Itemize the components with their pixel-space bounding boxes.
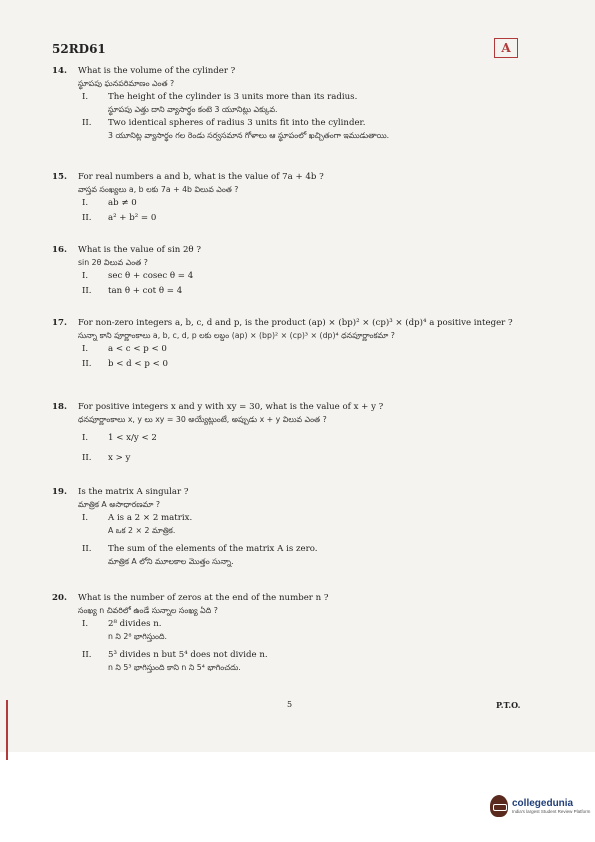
- question-text: What is the volume of the cylinder ?: [78, 66, 236, 76]
- statement-2: Two identical spheres of radius 3 units fit into the cylinder.: [108, 118, 366, 128]
- question-17: [52, 318, 532, 370]
- question-text: For positive integers x and y with xy = 30, what is the value of x + y ?: [78, 402, 384, 412]
- question-text-telugu: ధనపూర్ణాంకాలు x, y లు xy = 30 అయ్యేట్లుంటే, అప్పుడు x + y విలువ ఎంత ?: [78, 414, 327, 424]
- logo-tagline: India's largest Student Review Platform: [512, 809, 591, 814]
- question-text-telugu: సున్నా కాని పూర్ణాంకాలు a, b, c, d, p లకు లబ్దం (ap) × (bp)² × (cp)³ × (dp)⁴ ధనపూర్ణాంకమా ?: [78, 330, 395, 340]
- collegedunia-logo: [490, 795, 590, 817]
- question-text: What is the number of zeros at the end of the number n ?: [78, 593, 329, 603]
- statement-1: sec θ + cosec θ = 4: [108, 271, 194, 281]
- statement-number: I.: [82, 271, 89, 281]
- student-avatar-icon: [490, 795, 508, 817]
- question-number: 19.: [52, 487, 67, 497]
- statement-1-telugu: A ఒక 2 × 2 మాత్రిక.: [108, 525, 176, 535]
- statement-number: I.: [82, 513, 89, 523]
- statement-1-telugu: n ని 2⁸ భాగిస్తుంది.: [108, 631, 167, 641]
- question-text: For non-zero integers a, b, c, d and p, is the product (ap) × (bp)² × (cp)³ × (dp)⁴ a positive integer ?: [78, 318, 513, 328]
- question-18: [52, 402, 532, 464]
- statement-number: I.: [82, 344, 89, 354]
- logo-name: collegedunia: [512, 798, 574, 809]
- statement-2: a² + b² = 0: [108, 212, 157, 223]
- statement-2-telugu: n ని 5³ భాగిస్తుంది కాని n ని 5⁴ భాగించదు.: [108, 662, 241, 672]
- statement-1: A is a 2 × 2 matrix.: [108, 513, 193, 523]
- question-text: For real numbers a and b, what is the value of 7a + 4b ?: [78, 172, 324, 182]
- question-text: What is the value of sin 2θ ?: [78, 245, 201, 255]
- question-number: 15.: [52, 172, 67, 182]
- statement-1: The height of the cylinder is 3 units more than its radius.: [108, 92, 358, 102]
- question-19: [52, 487, 532, 567]
- statement-number: II.: [82, 212, 92, 223]
- statement-2: b < d < p < 0: [108, 358, 168, 369]
- question-text: Is the matrix A singular ?: [78, 487, 189, 497]
- statement-number: II.: [82, 650, 92, 660]
- statement-1: 1 < x/y < 2: [108, 433, 157, 443]
- question-16: [52, 245, 532, 297]
- question-20: [52, 593, 532, 673]
- statement-number: II.: [82, 285, 92, 296]
- paper-code: 52RD61: [52, 42, 106, 56]
- question-number: 16.: [52, 245, 67, 255]
- question-number: 17.: [52, 318, 67, 328]
- statement-2: 5³ divides n but 5⁴ does not divide n.: [108, 650, 268, 660]
- question-text-telugu: సంఖ్య n చివరిలో ఉండే సున్నాల సంఖ్య ఏది ?: [78, 605, 218, 615]
- statement-number: I.: [82, 198, 89, 208]
- statement-number: II.: [82, 452, 92, 463]
- page-number: 5: [287, 700, 293, 709]
- statement-1: ab ≠ 0: [108, 198, 137, 208]
- question-number: 20.: [52, 593, 67, 603]
- statement-2-telugu: మాత్రిక A లోని మూలకాల మొత్తం సున్నా.: [108, 556, 234, 566]
- statement-number: I.: [82, 619, 89, 629]
- question-14: [52, 66, 532, 141]
- statement-2: x > y: [108, 452, 131, 463]
- statement-number: II.: [82, 544, 92, 554]
- pto-label: P.T.O.: [496, 700, 521, 710]
- statement-2-telugu: 3 యూనిట్ల వ్యాసార్థం గల రెండు సర్వసమాన గోళాలు ఆ స్థూపంలో ఖచ్చితంగా ఇముడుతాయి.: [108, 130, 390, 140]
- question-number: 18.: [52, 402, 67, 412]
- statement-1: a < c < p < 0: [108, 344, 167, 354]
- statement-number: II.: [82, 358, 92, 369]
- margin-mark: [6, 700, 8, 760]
- question-number: 14.: [52, 66, 67, 76]
- statement-number: I.: [82, 92, 89, 102]
- question-text-telugu: స్థూపపు ఘనపరిమాణం ఎంత ?: [78, 78, 175, 88]
- question-text-telugu: మాత్రిక A అసాధారణమా ?: [78, 499, 161, 509]
- question-text-telugu: sin 2θ విలువ ఎంత ?: [78, 257, 148, 267]
- question-15: [52, 172, 532, 224]
- statement-2: The sum of the elements of the matrix A is zero.: [108, 544, 318, 554]
- set-box: A: [494, 38, 518, 58]
- statement-1-telugu: స్థూపపు ఎత్తు దాని వ్యాసార్థం కంటె 3 యూనిట్లు ఎక్కువ.: [108, 104, 278, 114]
- statement-2: tan θ + cot θ = 4: [108, 285, 183, 296]
- statement-1: 2⁸ divides n.: [108, 619, 162, 629]
- question-text-telugu: వాస్తవ సంఖ్యలు a, b లకు 7a + 4b విలువ ఎంత ?: [78, 184, 239, 194]
- statement-number: II.: [82, 118, 92, 128]
- statement-number: I.: [82, 433, 89, 443]
